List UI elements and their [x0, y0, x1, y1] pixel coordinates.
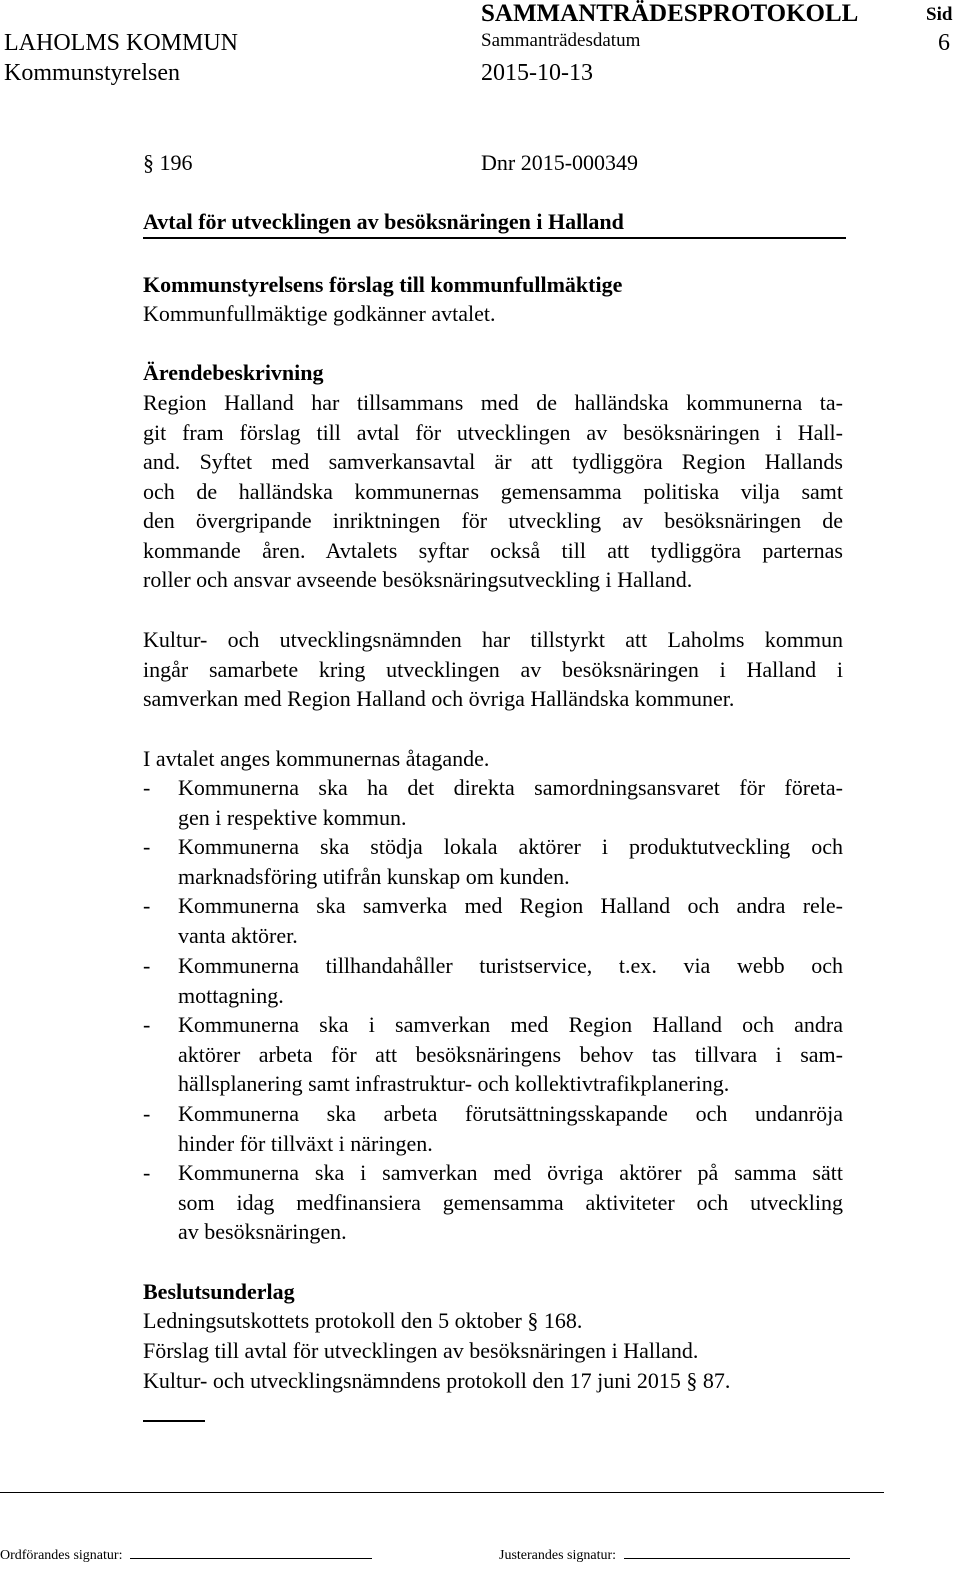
text-line: gen i respektive kommun. [178, 804, 407, 830]
chair-signature-line [130, 1558, 372, 1559]
text-line: Kommunerna ska i samverkan med övriga aktörer på samma sätt [178, 1160, 843, 1185]
section-number: § 196 [143, 150, 193, 175]
basis-heading: Beslutsunderlag [143, 1279, 295, 1304]
municipality-name: LAHOLMS KOMMUN [4, 30, 239, 56]
adjuster-signature-field [499, 1548, 850, 1564]
proposal-heading: Kommunstyrelsens förslag till kommunfullmäktige [143, 272, 623, 297]
text-line: roller och ansvar avseende besöksnäringsutveckling i Halland. [143, 567, 693, 592]
bullet-dash: - [143, 953, 151, 978]
chair-signature-field [0, 1548, 372, 1564]
text-line: mottagning. [178, 982, 284, 1008]
text-line: Kommunerna ska stödja lokala aktörer i produktutveckling och [178, 834, 843, 859]
text-line: samverkan med Region Halland och övriga Halländska kommuner. [143, 686, 735, 711]
basis-item: Förslag till avtal för utvecklingen av besöksnäringen i Halland. [143, 1338, 699, 1363]
text-line: Kommunerna ska arbeta förutsättningsskapande och undanröja [178, 1101, 843, 1126]
text-line: och de halländska kommunernas gemensamma politiska vilja samt [143, 478, 843, 504]
text-line: Kommunerna ska i samverkan med Region Halland och andra [178, 1012, 843, 1037]
description-heading: Ärendebeskrivning [143, 360, 324, 385]
text-line: av besöksnäringen. [178, 1219, 347, 1244]
board-name: Kommunstyrelsen [4, 60, 180, 86]
commitments-intro: I avtalet anges kommunernas åtagande. [143, 746, 490, 771]
adjuster-signature-label: Justerandes signatur: [499, 1548, 617, 1563]
page-number: 6 [938, 30, 950, 56]
bullet-dash: - [143, 893, 151, 918]
text-line: Kultur- och utvecklingsnämnden har tillstyrkt att Laholms kommun [143, 627, 843, 652]
date-label: Sammanträdesdatum [481, 30, 641, 51]
bullet-dash: - [143, 1101, 151, 1126]
text-line: marknadsföring utifrån kunskap om kunden. [178, 863, 570, 889]
text-line: Region Halland har tillsammans med de halländska kommunerna ta- [143, 390, 843, 415]
diary-number: Dnr 2015-000349 [481, 150, 639, 175]
case-title: Avtal för utvecklingen av besöksnäringen i Halland [143, 209, 624, 234]
bullet-dash: - [143, 834, 151, 859]
text-line: som idag medfinansiera gemensamma aktiviteter och utveckling [178, 1189, 843, 1215]
end-marker-rule [143, 1420, 205, 1422]
date-value: 2015-10-13 [481, 60, 593, 86]
description-paragraph-1 [143, 388, 843, 595]
text-line: Kommunerna ska samverka med Region Halland och andra rele- [178, 893, 843, 918]
bullet-dash: - [143, 1160, 151, 1185]
text-line: hinder för tillväxt i näringen. [178, 1130, 433, 1156]
proposal-text: Kommunfullmäktige godkänner avtalet. [143, 301, 496, 326]
text-line: git fram förslag till avtal för utvecklingen av besöksnäringen i Hall- [143, 419, 843, 445]
bullet-dash: - [143, 775, 151, 800]
bullet-dash: - [143, 1012, 151, 1037]
chair-signature-label: Ordförandes signatur: [0, 1548, 123, 1563]
basis-item: Ledningsutskottets protokoll den 5 oktober § 168. [143, 1308, 583, 1333]
text-line: vanta aktörer. [178, 922, 298, 948]
text-line: hällsplanering samt infrastruktur- och kollektivtrafikplanering. [178, 1071, 730, 1096]
text-line: kommande åren. Avtalets syftar också till att tydliggöra parternas [143, 537, 843, 563]
text-line: and. Syftet med samverkansavtal är att tydliggöra Region Hallands [143, 449, 843, 474]
page-label: Sid [926, 4, 953, 25]
text-line: den övergripande inriktningen för utveckling av besöksnäringen de [143, 508, 843, 533]
text-line: aktörer arbeta för att besöksnäringens behov tas tillvara i sam- [178, 1041, 843, 1067]
description-paragraph-2 [143, 625, 843, 714]
basis-item: Kultur- och utvecklingsnämndens protokoll den 17 juni 2015 § 87. [143, 1368, 731, 1393]
text-line: Kommunerna tillhandahåller turistservice, t.ex. via webb och [178, 953, 843, 978]
footer-rule [0, 1492, 884, 1493]
title-underline [143, 237, 846, 239]
protocol-title: SAMMANTRÄDESPROTOKOLL [481, 0, 859, 27]
text-line: ingår samarbete kring utvecklingen av besöksnäringen i Halland i [143, 656, 843, 682]
adjuster-signature-line [624, 1558, 850, 1559]
text-line: Kommunerna ska ha det direkta samordningsansvaret för företa- [178, 775, 843, 800]
